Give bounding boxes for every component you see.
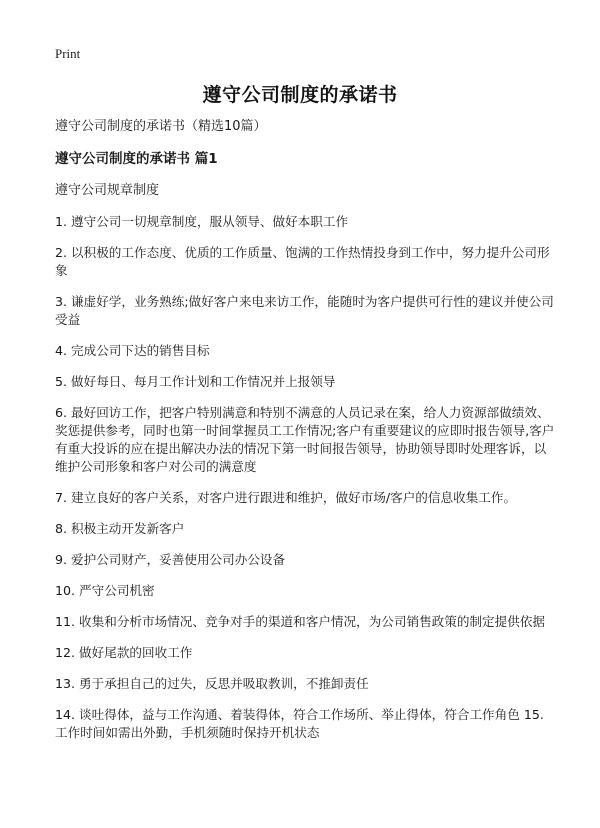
rules-list xyxy=(55,213,555,742)
list-item: 9. 爱护公司财产，妥善使用公司办公设备 xyxy=(55,552,286,567)
page-title: 遵守公司制度的承诺书 xyxy=(202,84,398,106)
list-item: 11. 收集和分析市场情况、竞争对手的渠道和客户情况，为公司销售政策的制定提供依据 xyxy=(55,614,546,629)
list-item: 14. 谈吐得体，益与工作沟通、着装得体，符合工作场所、举止得体，符合工作角色 15. 工作时间如需出外勤，手机须随时保持开机状态 xyxy=(55,707,544,740)
intro-paragraph: 遵守公司规章制度 xyxy=(55,183,160,198)
print-label: Print xyxy=(55,46,81,61)
list-item: 7. 建立良好的客户关系，对客户进行跟进和维护，做好市场/客户的信息收集工作。 xyxy=(55,490,517,505)
list-item: 3. 谦虚好学，业务熟练;做好客户来电来访工作，能随时为客户提供可行性的建议并使公司受益 xyxy=(55,294,554,327)
list-item: 2. 以积极的工作态度、优质的工作质量、饱满的工作热情投身到工作中，努力提升公司形象 xyxy=(55,245,550,278)
list-item: 10. 严守公司机密 xyxy=(55,583,155,598)
list-item: 1. 遵守公司一切规章制度，服从领导、做好本职工作 xyxy=(55,214,349,229)
document-body xyxy=(55,118,555,755)
list-item: 8. 积极主动开发新客户 xyxy=(55,521,185,536)
list-item: 5. 做好每日、每月工作计划和工作情况并上报领导 xyxy=(55,374,336,389)
list-item: 13. 勇于承担自己的过失，反思并吸取教训，不推卸责任 xyxy=(55,676,369,691)
document-subtitle: 遵守公司制度的承诺书（精选10篇） xyxy=(55,119,267,134)
list-item: 12. 做好尾款的回收工作 xyxy=(55,645,193,660)
section-heading: 遵守公司制度的承诺书 篇1 xyxy=(55,151,218,167)
list-item: 4. 完成公司下达的销售目标 xyxy=(55,343,210,358)
list-item: 6. 最好回访工作，把客户特别满意和特别不满意的人员记录在案，给人力资源部做绩效、奖惩提供参考，同时也第一时间掌握员工工作情况;客户有重要建议的应即时报告领导,客户有重大投诉的应在提出解决办法的情况下第一时间报告领导，协助领导即时处理客诉，以维护公司形象和客户对公司的满意度 xyxy=(55,405,555,474)
